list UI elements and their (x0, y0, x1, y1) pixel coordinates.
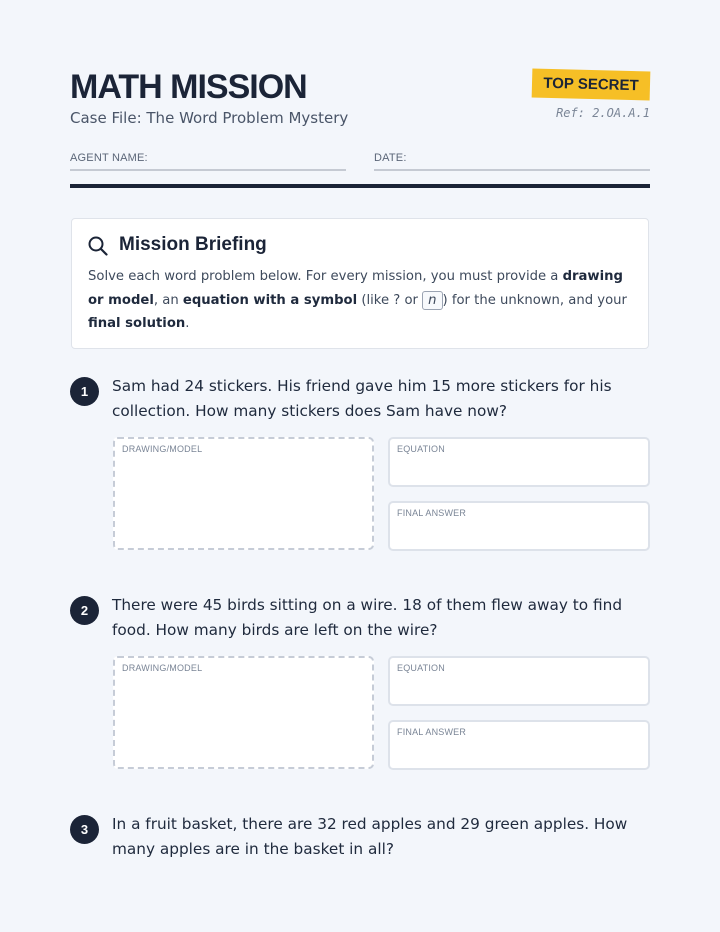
header-divider (70, 184, 650, 188)
mission-number: 2 (70, 596, 99, 625)
equation-box[interactable] (388, 437, 650, 487)
equation-label: EQUATION (397, 444, 445, 454)
mission-question: In a fruit basket, there are 32 red apples and 29 green apples. How many apples are in the basket in all? (112, 815, 628, 858)
drawing-model-label: DRAWING/MODEL (122, 444, 203, 454)
mission-number: 3 (70, 815, 99, 844)
top-secret-stamp: TOP SECRET (532, 68, 651, 100)
date-label: DATE: (374, 152, 407, 164)
mission-question: There were 45 birds sitting on a wire. 18 of them flew away to find food. How many birds are left on the wire? (112, 596, 623, 639)
drawing-model-box[interactable] (113, 437, 374, 550)
equation-box[interactable] (388, 656, 650, 706)
mission-briefing-card (71, 218, 649, 349)
mission-question: Sam had 24 stickers. His friend gave him 15 more stickers for his collection. How many stickers does Sam have now? (112, 377, 612, 420)
briefing-title: Mission Briefing (119, 234, 267, 255)
final-answer-box[interactable] (388, 501, 650, 551)
standard-reference: Ref: 2.OA.A.1 (556, 106, 650, 120)
final-answer-label: FINAL ANSWER (397, 508, 467, 518)
date-field[interactable] (374, 169, 650, 171)
magnifier-icon (88, 236, 108, 256)
unknown-symbol: n (422, 291, 442, 310)
briefing-text: Solve each word problem below. For every mission, you must provide a drawing or model, an equation with a symbol (like ? or n ) for the unknown, and your final solution. (88, 269, 627, 331)
final-answer-label: FINAL ANSWER (397, 727, 467, 737)
agent-name-field[interactable] (70, 169, 346, 171)
drawing-model-label: DRAWING/MODEL (122, 663, 203, 673)
mission-number: 1 (70, 377, 99, 406)
page-title: MATH MISSION (70, 68, 307, 106)
drawing-model-box[interactable] (113, 656, 374, 769)
final-answer-box[interactable] (388, 720, 650, 770)
case-file-subtitle: Case File: The Word Problem Mystery (70, 109, 349, 127)
equation-label: EQUATION (397, 663, 445, 673)
agent-name-label: AGENT NAME: (70, 152, 148, 164)
